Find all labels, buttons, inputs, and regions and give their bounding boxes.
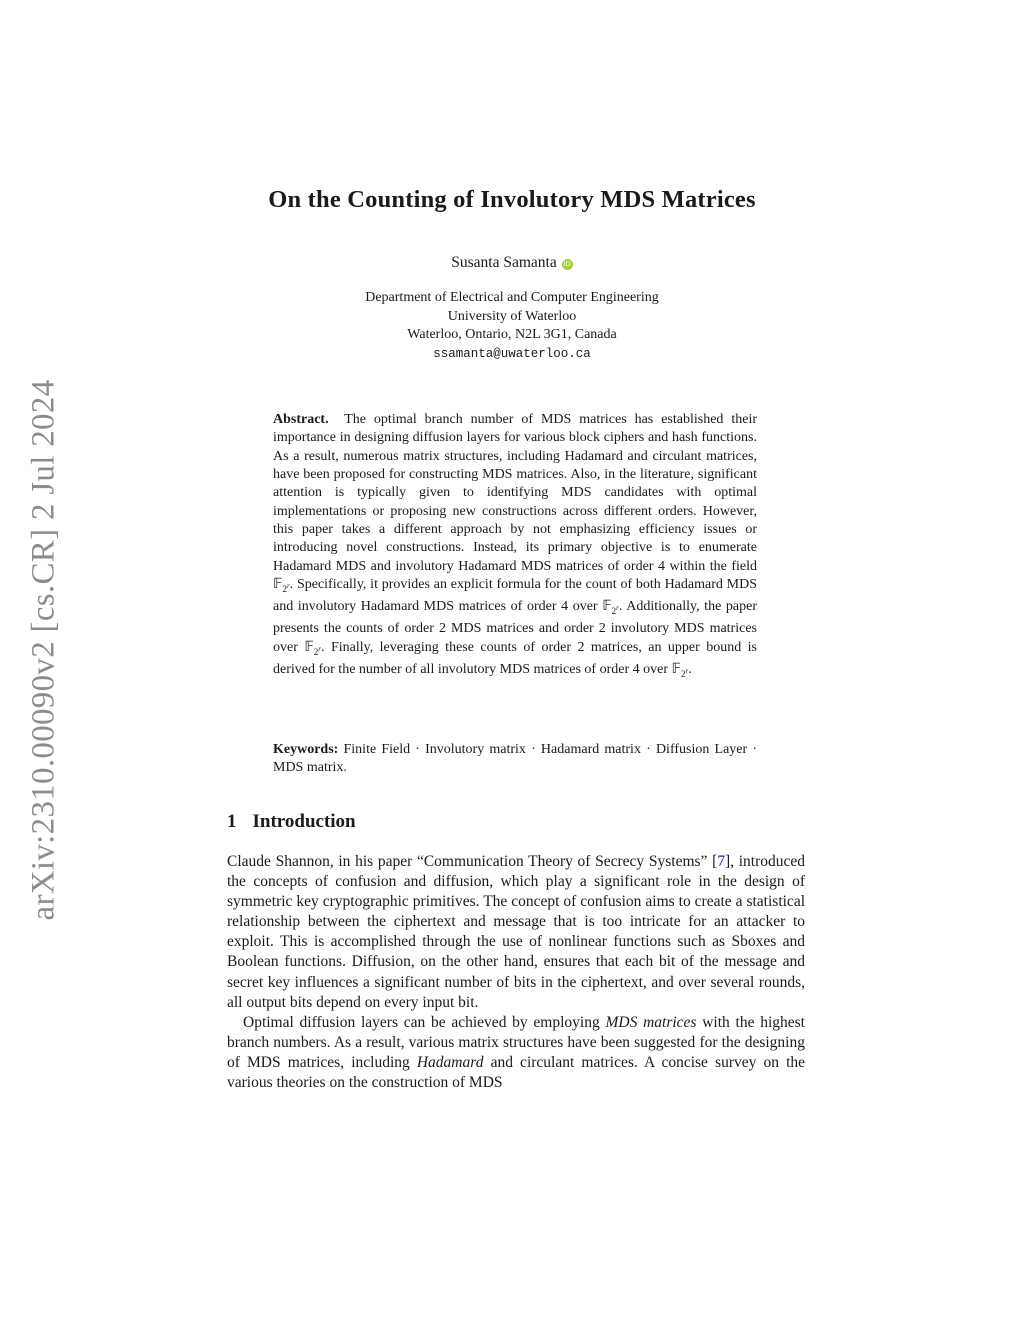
keywords: [273, 741, 757, 778]
affiliation-department: Department of Electrical and Computer Engineering: [365, 290, 659, 305]
affiliation: [0, 289, 1024, 363]
paper-title: On the Counting of Involutory MDS Matrices: [268, 186, 756, 213]
abstract-text-5: .: [688, 661, 692, 677]
abstract-text-4: . Finally, leveraging these counts of order 2 matrices, an upper bound is derived for the number of all involutory MDS matrices of order 4 over: [273, 639, 758, 677]
author-name: Susanta Samanta: [451, 254, 557, 271]
abstract-text-1: The optimal branch number of MDS matrices has established their importance in designing diffusion layers for various block ciphers and hash functions. As a result, numerous matrix structures, including Hadamard and circulant matrices, have been proposed for constructing MDS matrices. Also, in the literature, significant attention is typically given to identifying MDS candidates with optimal implementations or proposing new constructions across different orders. However, this paper takes a different approach by not emphasizing efficiency issues or introducing novel constructions. Instead, its primary objective is to enumerate Hadamard MDS and involutory Hadamard MDS matrices of order 4 within the field: [273, 412, 757, 574]
introduction-body: [227, 852, 805, 1093]
orcid-icon[interactable]: iD: [562, 259, 573, 270]
author-line: [0, 254, 1024, 272]
affiliation-address: Waterloo, Ontario, N2L 3G1, Canada: [407, 327, 617, 342]
intro-paragraph-2: Optimal diffusion layers can be achieved by employing MDS matrices with the highest branch numbers. As a result, various matrix structures have been suggested for the designing of MDS matrices, including Hadamard and circulant matrices. A concise survey on the various theories on the construction of MDS: [227, 1013, 806, 1092]
field-symbol: 𝔽$_{2^r}$: [273, 577, 290, 594]
field-symbol: 𝔽$_{2^r}$: [602, 599, 619, 617]
author-email[interactable]: ssamanta@uwaterloo.ca: [433, 346, 591, 361]
field-symbol: 𝔽$_{2^r}$: [671, 661, 689, 679]
keywords-text: Finite Field · Involutory matrix · Hadamard matrix · Diffusion Layer · MDS matrix.: [273, 742, 757, 776]
section-heading: [227, 811, 356, 833]
intro-paragraph-1: Claude Shannon, in his paper “Communication Theory of Secrecy Systems” [7], introduced the concepts of confusion and diffusion, which play a significant role in the design of symmetric key cryptographic primitives. The concept of confusion aims to create a statistical relationship between the ciphertext and message that is too intricate for an attacker to exploit. This is accomplished through the use of nonlinear functions such as Sboxes and Boolean functions. Diffusion, on the other hand, ensures that each bit of the message and secret key influences a significant number of bits in the ciphertext, and over several rounds, all output bits depend on every input bit.: [227, 853, 805, 1011]
abstract-text-2: . Specifically, it provides an explicit formula for the count of both Hadamard MDS and involutory Hadamard MDS matrices of order 4 over: [273, 577, 757, 615]
abstract-text-3: . Additionally, the paper presents the counts of order 2 MDS matrices and order 2 involutory MDS matrices over: [273, 599, 757, 655]
abstract-label: Abstract.: [273, 412, 329, 427]
field-symbol: 𝔽$_{2^r}$: [304, 639, 322, 657]
affiliation-university: University of Waterloo: [447, 308, 577, 324]
citation-link[interactable]: 7: [717, 853, 725, 870]
arxiv-identifier: arXiv:2310.00090v2 [cs.CR] 2 Jul 2024: [25, 379, 62, 921]
section-number: 1: [227, 811, 237, 832]
abstract: [273, 411, 757, 683]
keywords-label: Keywords:: [273, 742, 339, 757]
section-title: Introduction: [252, 811, 356, 832]
